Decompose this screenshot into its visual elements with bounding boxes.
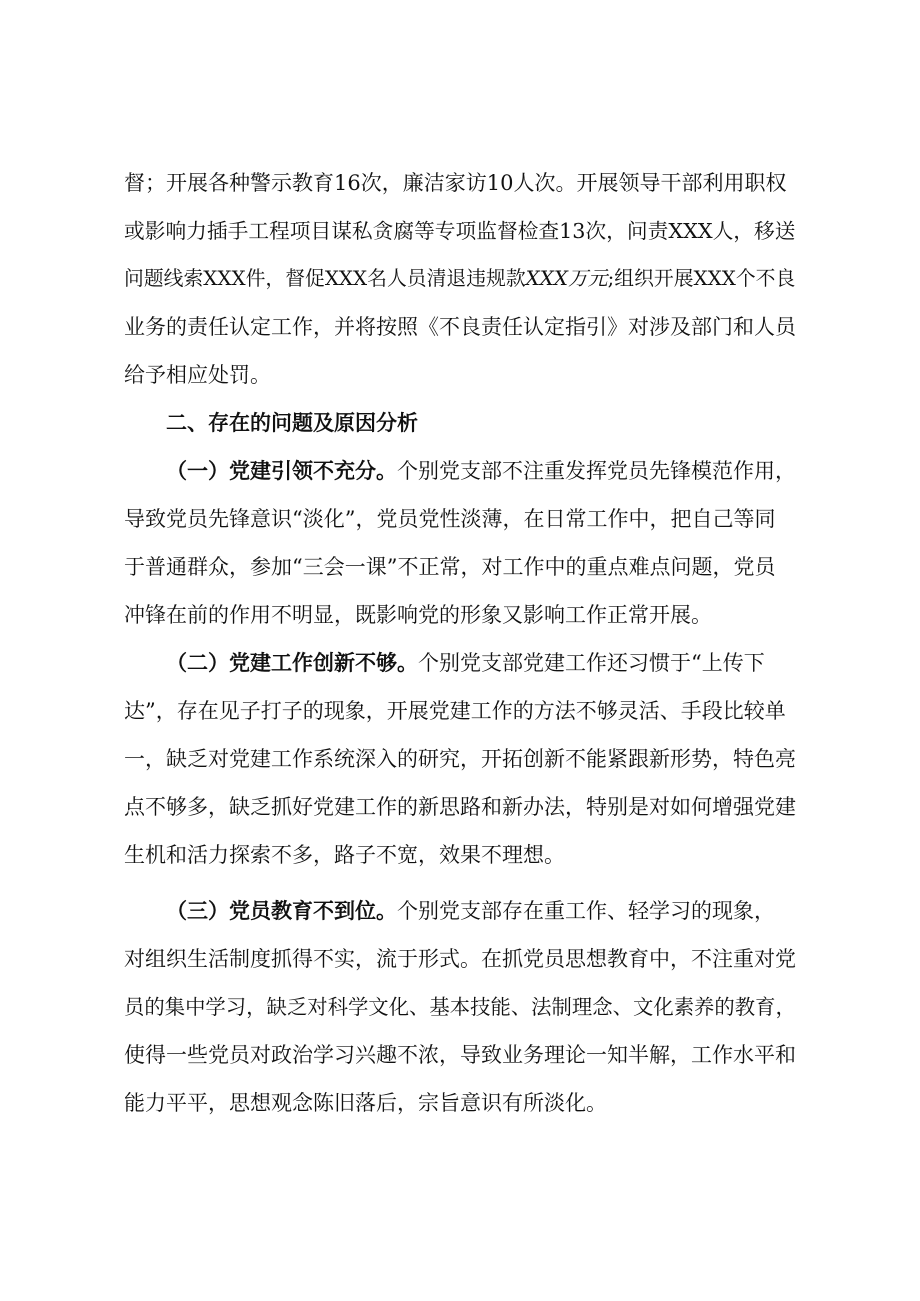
sec3-line-2 (0, 939, 920, 979)
sec1-line-1 (0, 451, 920, 491)
sec2-line-4 (0, 787, 920, 827)
sec1-line-3 (0, 547, 920, 587)
text-segment: 点不够多，缺乏抓好党建工作的新思路和新办法，特别是对如何增强党建 (124, 795, 796, 819)
text-segment (166, 643, 765, 683)
text-segment: 对组织生活制度抓得不实，流于形式。在抓党员思想教育中，不注重对党 (124, 947, 796, 971)
text-segment (166, 891, 775, 931)
text-run: 个别党支部不注重发挥党员先锋模范作用， (397, 459, 796, 483)
text-segment: 给予相应处罚。 (124, 363, 271, 387)
text-segment: 员的集中学习，缺乏对科学文化、基本技能、法制理念、文化素养的教育， (124, 995, 796, 1019)
sec3-line-4 (0, 1035, 920, 1075)
text-segment: 导致党员先锋意识“淡化”，党员党性淡薄，在日常工作中，把自己等同 (124, 507, 776, 531)
amount-text: XXX万元 (525, 267, 608, 290)
sec2-line-3 (0, 739, 920, 779)
heading-text: 二、存在的问题及原因分析 (166, 410, 418, 435)
section-heading (0, 403, 920, 443)
text-run: 问题线索XXX件，督促XXX名人员清退违规款 (124, 267, 526, 290)
text-segment: 使得一些党员对政治学习兴趣不浓，导致业务理论一知半解，工作水平和 (124, 1043, 796, 1067)
text-segment: 冲锋在前的作用不明显，既影响党的形象又影响工作正常开展。 (124, 603, 712, 627)
sec2-line-1 (0, 643, 920, 683)
para1-line-2 (0, 211, 920, 251)
sec2-line-2 (0, 691, 920, 731)
text-segment: 督；开展各种警示教育16次，廉洁家访10人次。开展领导干部利用职权 (124, 171, 787, 195)
text-run: 个别党支部存在重工作、轻学习的现象， (397, 899, 775, 923)
text-segment: 业务的责任认定工作，并将按照《不良责任认定指引》对涉及部门和人员 (124, 315, 796, 339)
text-segment: 能力平平，思想观念陈旧落后，宗旨意识有所淡化。 (124, 1091, 607, 1115)
text-segment: 达”，存在见子打子的现象，开展党建工作的方法不够灵活、手段比较单 (124, 699, 786, 723)
sec2-line-5 (0, 835, 920, 875)
para1-line-3 (0, 259, 920, 299)
text-run: 个别党支部党建工作还习惯于“上传下 (418, 651, 765, 675)
sec1-line-2 (0, 499, 920, 539)
para1-line-1 (0, 163, 920, 203)
subsection-title: （三）党员教育不到位。 (166, 898, 397, 923)
text-segment: 或影响力插手工程项目谋私贪腐等专项监督检查13次，问责XXX人，移送 (124, 219, 796, 243)
para1-line-5 (0, 355, 920, 395)
sec3-line-1 (0, 891, 920, 931)
sec1-line-4 (0, 595, 920, 635)
subsection-title: （二）党建工作创新不够。 (166, 650, 418, 675)
text-segment: 于普通群众，参加“三会一课”不正常，对工作中的重点难点问题，党员 (124, 555, 776, 579)
text-segment: 一，缺乏对党建工作系统深入的研究，开拓创新不能紧跟新形势，特色亮 (124, 747, 796, 771)
para1-line-4 (0, 307, 920, 347)
sec3-line-3 (0, 987, 920, 1027)
text-run: ;组织开展XXX个不良 (607, 267, 796, 290)
subsection-title: （一）党建引领不充分。 (166, 458, 397, 483)
text-segment (166, 451, 796, 491)
sec3-line-5 (0, 1083, 920, 1123)
text-segment: 生机和活力探索不多，路子不宽，效果不理想。 (124, 843, 565, 867)
text-segment (124, 259, 795, 299)
